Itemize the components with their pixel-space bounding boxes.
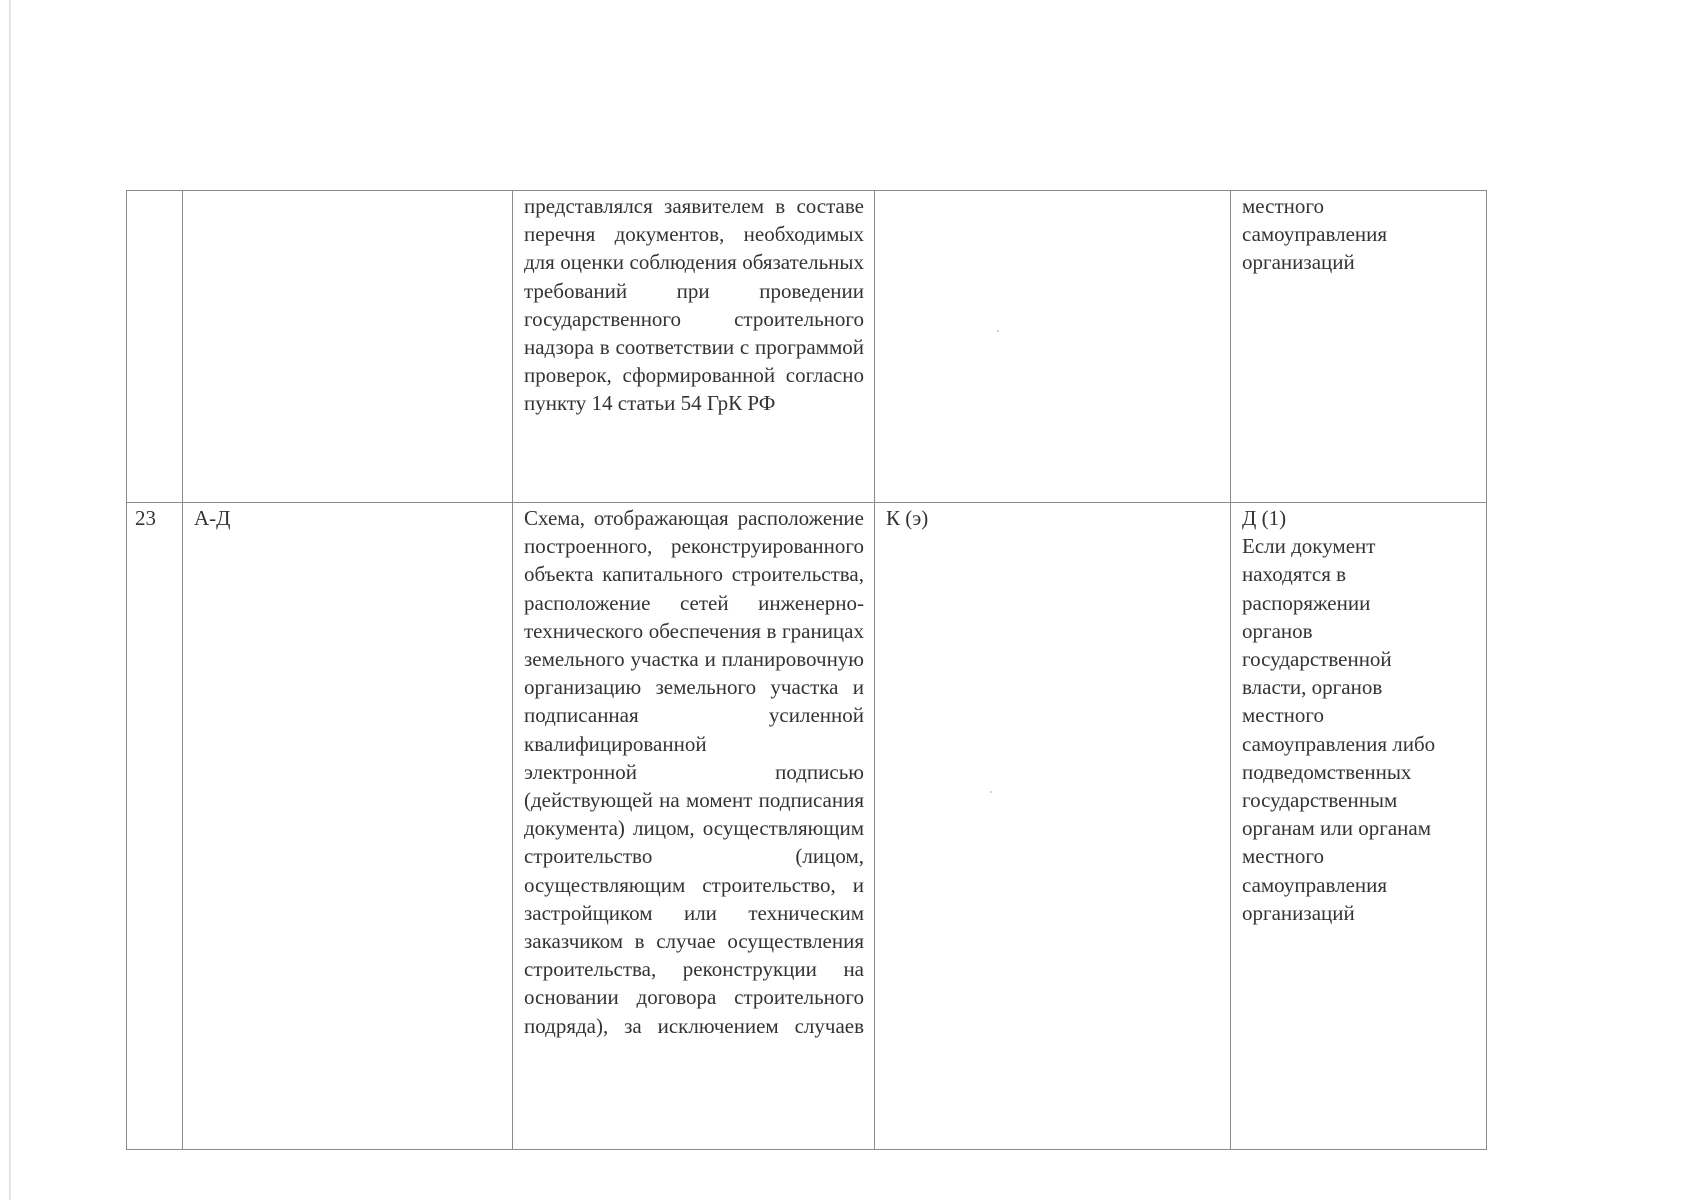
source-line: организаций xyxy=(1242,900,1355,925)
document-description-text: Схема, отображающая расположение построенного, реконструированного объекта капитального строительства, расположение сетей инженерно-технического обеспечения в границах земельного участка и планировочную организацию земельного участка и подписанная усиленной квалифицированной xyxy=(524,506,864,756)
cell-source xyxy=(1231,503,1487,1150)
source-line: власти, органов xyxy=(1242,675,1383,700)
source-line: находятся в xyxy=(1242,562,1347,587)
cell-form: К (э) xyxy=(875,503,1231,1150)
cell-category xyxy=(183,191,513,503)
scan-edge xyxy=(9,0,11,1200)
table-row-23 xyxy=(127,503,1487,1150)
source-code: Д (1) xyxy=(1242,506,1287,530)
scan-speck xyxy=(997,330,999,332)
document-description-text: представлялся заявителем в составе перечня документов, необходимых для оценки соблюдения обязательных требований при проведении государственного строительного надзора в соответствии с программой проверок, сформированной согласно xyxy=(524,194,864,388)
cell-source xyxy=(1231,191,1487,503)
document-description-text-continued: электронной подписью (действующей на момент подписания документа) лицом, осуществляющим строительство (лицом, осуществляющим строительство, и застройщиком или техническим заказчиком в случае осуществления строительства, реконструкции на основании договора строительного подряда), за исключением случаев xyxy=(524,759,864,1038)
source-line: органов xyxy=(1242,618,1313,643)
cell-form xyxy=(875,191,1231,503)
cell-category: А-Д xyxy=(183,503,513,1150)
source-line: подведомственных xyxy=(1242,759,1412,784)
source-line: самоуправления либо xyxy=(1242,731,1436,756)
source-line: самоуправления xyxy=(1242,222,1388,247)
source-line: государственной xyxy=(1242,647,1392,672)
document-description-last-line: пункту 14 статьи 54 ГрК РФ xyxy=(524,391,776,416)
source-line: органам или органам xyxy=(1242,816,1432,841)
cell-document-description xyxy=(513,191,875,503)
cell-number xyxy=(127,191,183,503)
source-line: местного xyxy=(1242,703,1324,728)
document-table xyxy=(126,190,1487,1150)
source-line: организаций xyxy=(1242,250,1355,275)
scan-speck xyxy=(990,791,992,793)
source-line: самоуправления xyxy=(1242,872,1388,897)
source-line: местного xyxy=(1242,194,1324,218)
source-line: государственным xyxy=(1242,788,1398,813)
table-row-continued xyxy=(127,191,1487,503)
cell-number: 23 xyxy=(127,503,183,1150)
source-line: Если документ xyxy=(1242,534,1376,559)
source-line: распоряжении xyxy=(1242,590,1371,615)
cell-document-description xyxy=(513,503,875,1150)
source-line: местного xyxy=(1242,844,1324,869)
